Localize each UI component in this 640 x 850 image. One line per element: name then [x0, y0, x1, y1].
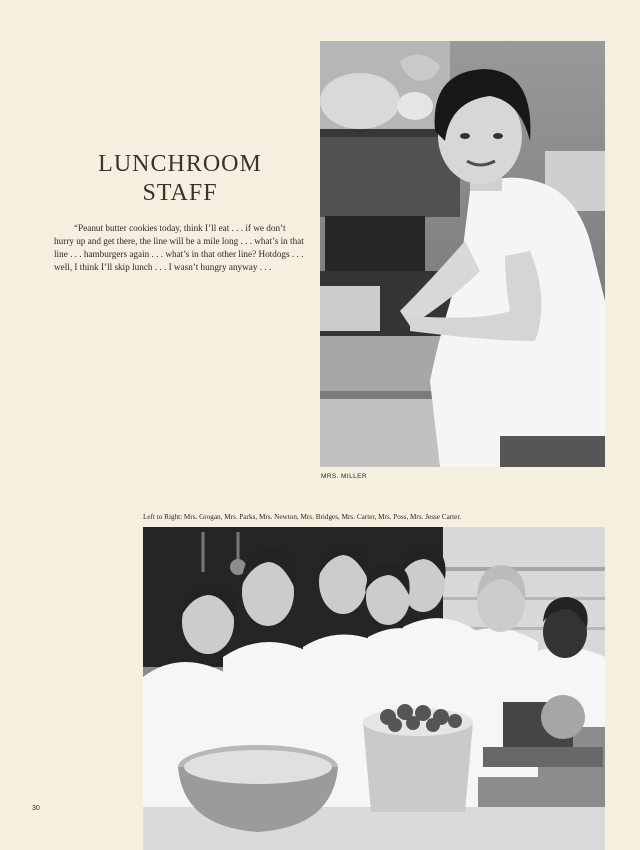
title-line-1: LUNCHROOM: [98, 151, 262, 177]
group-photo-caption: Left to Right: Mrs. Grogan, Mrs. Parks, Mrs. Newton, Mrs. Bridges, Mrs. Carter, Mrs. Poss, Mrs. Jesse Carter.: [143, 513, 462, 521]
top-photo-caption: MRS. MILLER: [321, 473, 367, 480]
page-title: [60, 150, 300, 208]
photo-lunchroom-staff-group: [143, 527, 605, 850]
body-text: “Peanut butter cookies today, think I’ll eat . . . if we don’t hurry up and get there, the line will be a mile long . . . what’s in that line . . . hamburgers again . . . what’s in that other line? Hotdogs . . . well, I think I’ll skip lunch . . . I wasn’t hungry anyway . . .: [54, 223, 304, 272]
page-number: 30: [32, 805, 40, 812]
photo-mrs-miller: [320, 41, 605, 467]
title-line-2: STAFF: [142, 180, 218, 206]
